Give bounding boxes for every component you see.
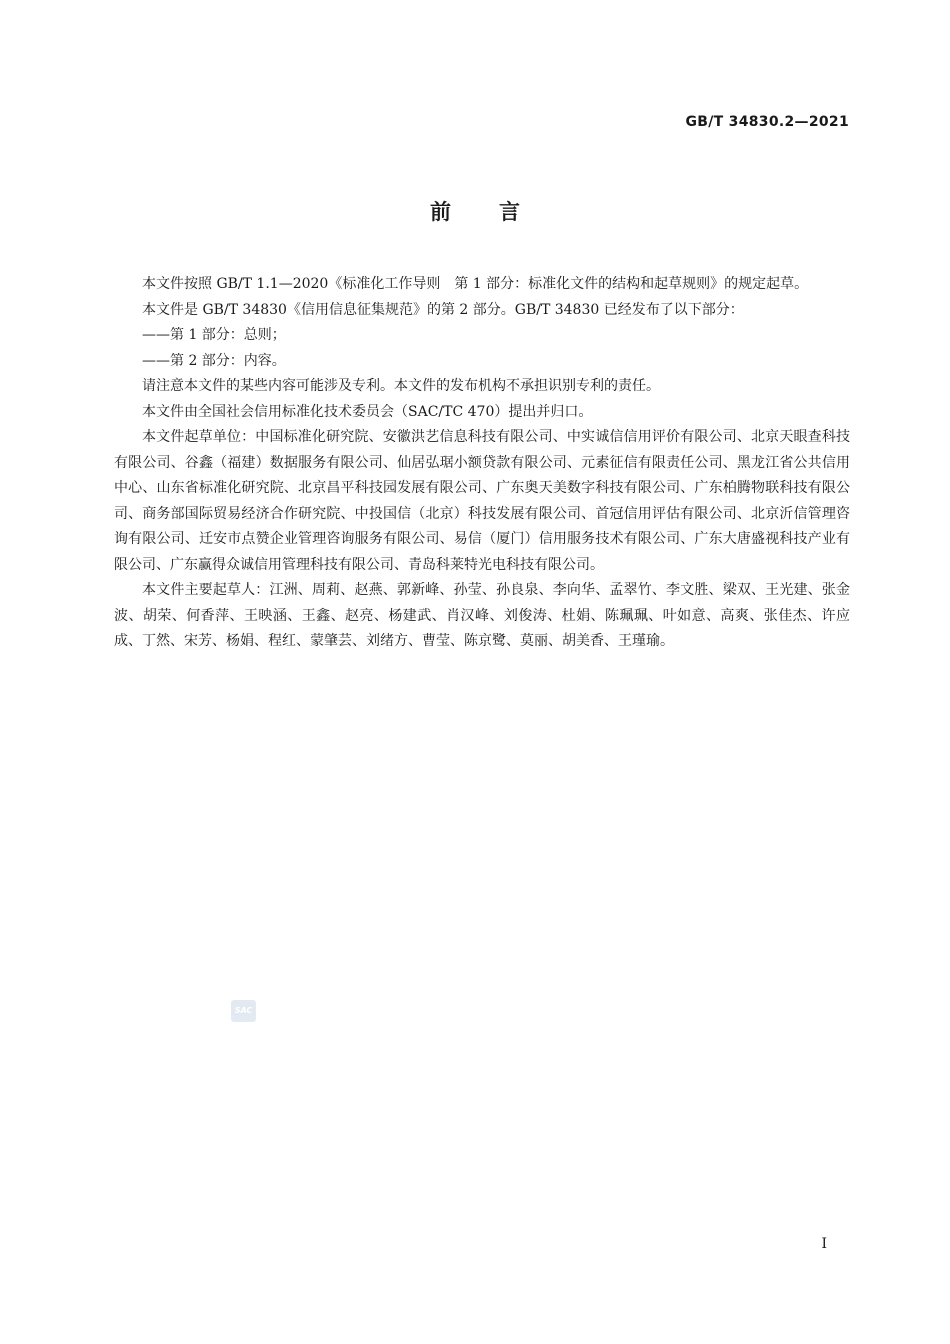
paragraph-drafting-units: 本文件起草单位：中国标准化研究院、安徽洪艺信息科技有限公司、中实诚信信用评价有限公司、北京天眼查科技有限公司、谷鑫（福建）数据服务有限公司、仙居弘琚小额贷款有限公司、元素征信有限责任公司、黑龙江省公共信用中心、山东省标准化研究院、北京昌平科技园发展有限公司、广东奥天美数字科技有限公司、广东柏腾物联科技有限公司、商务部国际贸易经济合作研究院、中投国信（北京）科技发展有限公司、首冠信用评估有限公司、北京沂信管理咨询有限公司、迁安市点赞企业管理咨询服务有限公司、易信（厦门）信用服务技术有限公司、广东大唐盛视科技产业有限公司、广东赢得众诚信用管理科技有限公司、青岛科莱特光电科技有限公司。: [114, 429, 850, 573]
page-title: 前言: [430, 200, 568, 224]
foreword-body: [114, 272, 850, 655]
paragraph-patent-notice: 请注意本文件的某些内容可能涉及专利。本文件的发布机构不承担识别专利的责任。: [142, 378, 660, 394]
paragraph-committee: 本文件由全国社会信用标准化技术委员会（SAC/TC 470）提出并归口。: [142, 403, 593, 420]
page-number: I: [821, 1236, 827, 1252]
paragraph-part-2: ——第 2 部分：内容。: [142, 352, 286, 369]
standard-number: GB/T 34830.2—2021: [685, 114, 849, 130]
sac-logo-icon: SAC: [231, 1000, 256, 1022]
paragraph-series-intro: 本文件是 GB/T 34830《信用信息征集规范》的第 2 部分。GB/T 34830 已经发布了以下部分：: [142, 301, 744, 318]
paragraph-drafters: 本文件主要起草人：江洲、周莉、赵燕、郭新峰、孙莹、孙良泉、李向华、孟翠竹、李文胜、梁双、王光建、张金波、胡荣、何香萍、王映涵、王鑫、赵亮、杨建武、肖汉峰、刘俊涛、杜娟、陈珮珮、叶如意、高爽、张佳杰、许应成、丁然、宋芳、杨娟、程红、蒙肇芸、刘绪方、曹莹、陈京鹭、莫丽、胡美香、王瑾瑜。: [114, 582, 850, 649]
paragraph-part-1: ——第 1 部分：总则；: [142, 327, 286, 343]
paragraph-drafting-rules: 本文件按照 GB/T 1.1—2020《标准化工作导则 第 1 部分：标准化文件的结构和起草规则》的规定起草。: [142, 276, 809, 292]
